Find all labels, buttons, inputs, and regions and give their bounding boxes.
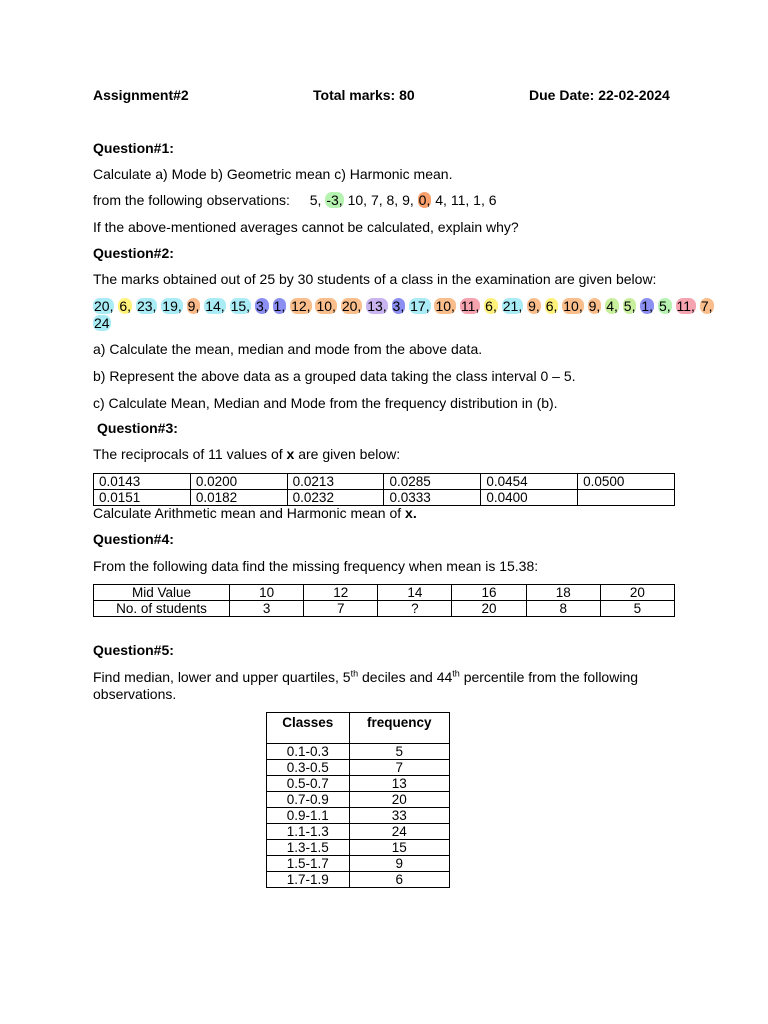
mark-value: 5, — [623, 298, 636, 314]
q1-heading: Question#1: — [93, 140, 174, 156]
q4-intro: From the following data find the missing frequency when mean is 15.38: — [93, 558, 539, 574]
mark-value: 5, — [658, 298, 671, 314]
mark-value: 10, — [435, 298, 455, 314]
frequency-cell: 33 — [349, 808, 449, 824]
q1-observations — [310, 192, 497, 208]
q3-after-prefix: Calculate Arithmetic mean and Harmonic mean of — [93, 505, 406, 521]
q5-line1-b: deciles and 44 — [358, 669, 453, 685]
table-row — [267, 856, 450, 872]
frequency-cell: 5 — [349, 744, 449, 760]
q1-observations-line — [93, 192, 497, 208]
table-row — [94, 474, 675, 490]
table-cell: 16 — [452, 585, 526, 601]
mark-value: 11, — [460, 298, 480, 314]
table-row — [267, 840, 450, 856]
q5-line2: observations. — [93, 686, 177, 702]
mark-value: 10, — [563, 298, 583, 314]
table-cell: 0.0200 — [190, 474, 287, 490]
mark-value: 4, — [606, 298, 618, 314]
mark-value: 20, — [94, 298, 114, 314]
class-cell: 0.1-0.3 — [267, 744, 350, 760]
table-row — [267, 744, 450, 760]
q3-intro-suffix: are given below: — [294, 446, 401, 462]
observation-value: 9, — [402, 192, 414, 208]
table-cell: 0.0454 — [481, 474, 578, 490]
mark-value: 9, — [187, 298, 200, 314]
frequency-header: frequency — [349, 713, 449, 744]
table-cell: 7 — [304, 601, 378, 617]
class-cell: 0.5-0.7 — [267, 776, 350, 792]
mark-value: 9, — [588, 298, 601, 314]
mark-value: 12, — [291, 298, 311, 314]
mark-value: 9, — [528, 298, 540, 314]
mark-value: 3, — [255, 298, 268, 314]
table-cell: 0.0213 — [287, 474, 384, 490]
mark-value: 1, — [273, 298, 286, 314]
mark-value: 19, — [162, 298, 182, 314]
q1-line2-prefix: from the following observations: — [93, 192, 290, 208]
mark-value: 6, — [485, 298, 497, 314]
q5-line1-a: Find median, lower and upper quartiles, 5 — [93, 669, 351, 685]
mark-value: 7, — [700, 298, 713, 314]
total-marks: Total marks: 80 — [313, 87, 415, 103]
observation-value: 10, — [347, 192, 368, 208]
class-cell: 0.7-0.9 — [267, 792, 350, 808]
mark-value: 11, — [676, 298, 695, 314]
mark-value: 20, — [341, 298, 362, 314]
frequency-cell: 24 — [349, 824, 449, 840]
q1-line1: Calculate a) Mode b) Geometric mean c) Harmonic mean. — [93, 166, 453, 182]
observation-value: 4, — [435, 192, 447, 208]
mark-value: 6, — [119, 298, 132, 314]
q2-marks-last — [93, 315, 111, 331]
table-cell: 10 — [230, 585, 304, 601]
table-cell: 0.0232 — [287, 490, 384, 506]
mark-value: 14, — [205, 298, 225, 314]
mark-value: 15, — [230, 298, 251, 314]
observation-value: 11, — [450, 192, 470, 208]
table-row — [267, 824, 450, 840]
q3-after-var: x. — [405, 505, 417, 521]
due-date: Due Date: 22-02-2024 — [529, 87, 670, 103]
observation-value: 6 — [488, 192, 497, 208]
class-cell: 0.9-1.1 — [267, 808, 350, 824]
reciprocals-table — [93, 473, 675, 506]
mark-value: 17, — [410, 298, 430, 314]
table-row — [267, 776, 450, 792]
classes-frequency-table — [266, 712, 450, 888]
table-cell: 20 — [452, 601, 526, 617]
table-cell: Mid Value — [94, 585, 230, 601]
frequency-cell: 7 — [349, 760, 449, 776]
table-cell: 5 — [600, 601, 674, 617]
table-row — [94, 601, 675, 617]
table-row — [267, 872, 450, 888]
frequency-cell: 9 — [349, 856, 449, 872]
frequency-cell: 6 — [349, 872, 449, 888]
table-row — [94, 585, 675, 601]
mark-value: 21, — [502, 298, 523, 314]
q1-line3: If the above-mentioned averages cannot be calculated, explain why? — [93, 219, 519, 235]
mark-value: 3, — [392, 298, 405, 314]
q5-sup1: th — [350, 668, 359, 679]
table-cell: 20 — [600, 585, 674, 601]
q2-marks-line — [93, 298, 714, 314]
table-cell — [578, 490, 675, 506]
observation-value: 5, — [309, 192, 322, 208]
observation-value: 7, — [370, 192, 383, 208]
table-cell: ? — [378, 601, 452, 617]
mark-value: 23, — [136, 298, 157, 314]
table-cell: 0.0182 — [190, 490, 287, 506]
class-cell: 1.1-1.3 — [267, 824, 350, 840]
class-cell: 1.3-1.5 — [267, 840, 350, 856]
table-row — [94, 490, 675, 506]
table-cell: 3 — [230, 601, 304, 617]
q4-heading: Question#4: — [93, 531, 174, 547]
q3-intro-prefix: The reciprocals of 11 values of — [93, 446, 287, 462]
q3-after — [93, 505, 417, 521]
table-cell: 0.0151 — [94, 490, 191, 506]
class-cell: 1.5-1.7 — [267, 856, 350, 872]
observation-value: -3, — [326, 192, 343, 208]
q5-heading: Question#5: — [93, 642, 174, 658]
observation-value: 1, — [473, 192, 485, 208]
table-row — [267, 808, 450, 824]
table-cell: 8 — [526, 601, 600, 617]
frequency-cell: 13 — [349, 776, 449, 792]
mark-value: 6, — [545, 298, 558, 314]
mark-value: 1, — [641, 298, 654, 314]
table-cell: 18 — [526, 585, 600, 601]
table-row — [267, 760, 450, 776]
mark-value: 13, — [367, 298, 387, 314]
q2-part-a: a) Calculate the mean, median and mode from the above data. — [93, 341, 483, 357]
table-cell: 0.0285 — [384, 474, 481, 490]
q2-part-c: c) Calculate Mean, Median and Mode from the frequency distribution in (b). — [93, 395, 558, 411]
classes-header: Classes — [267, 713, 350, 744]
q3-intro — [93, 446, 400, 462]
table-row — [267, 792, 450, 808]
frequency-cell: 20 — [349, 792, 449, 808]
q3-intro-var: x — [286, 446, 295, 462]
observation-value: 0, — [418, 192, 431, 208]
frequency-cell: 15 — [349, 840, 449, 856]
table-cell: 0.0143 — [94, 474, 191, 490]
mark-value: 24 — [94, 315, 110, 331]
q2-intro: The marks obtained out of 25 by 30 students of a class in the examination are given below: — [93, 271, 657, 287]
q2-part-b: b) Represent the above data as a grouped data taking the class interval 0 – 5. — [93, 368, 576, 384]
class-cell: 1.7-1.9 — [267, 872, 350, 888]
q5-line1 — [93, 669, 638, 685]
mid-value-table — [93, 584, 675, 617]
table-cell: 14 — [378, 585, 452, 601]
q3-heading: Question#3: — [97, 420, 178, 436]
q5-line1-c: percentile from the following — [459, 669, 639, 685]
table-cell: 0.0500 — [578, 474, 675, 490]
observation-value: 8, — [386, 192, 399, 208]
class-cell: 0.3-0.5 — [267, 760, 350, 776]
q2-heading: Question#2: — [93, 245, 174, 261]
table-cell: No. of students — [94, 601, 230, 617]
table-cell: 0.0333 — [384, 490, 481, 506]
table-cell: 12 — [304, 585, 378, 601]
q5-sup2: th — [452, 668, 460, 679]
mark-value: 10, — [316, 298, 336, 314]
table-cell: 0.0400 — [481, 490, 578, 506]
assignment-title: Assignment#2 — [93, 87, 189, 103]
